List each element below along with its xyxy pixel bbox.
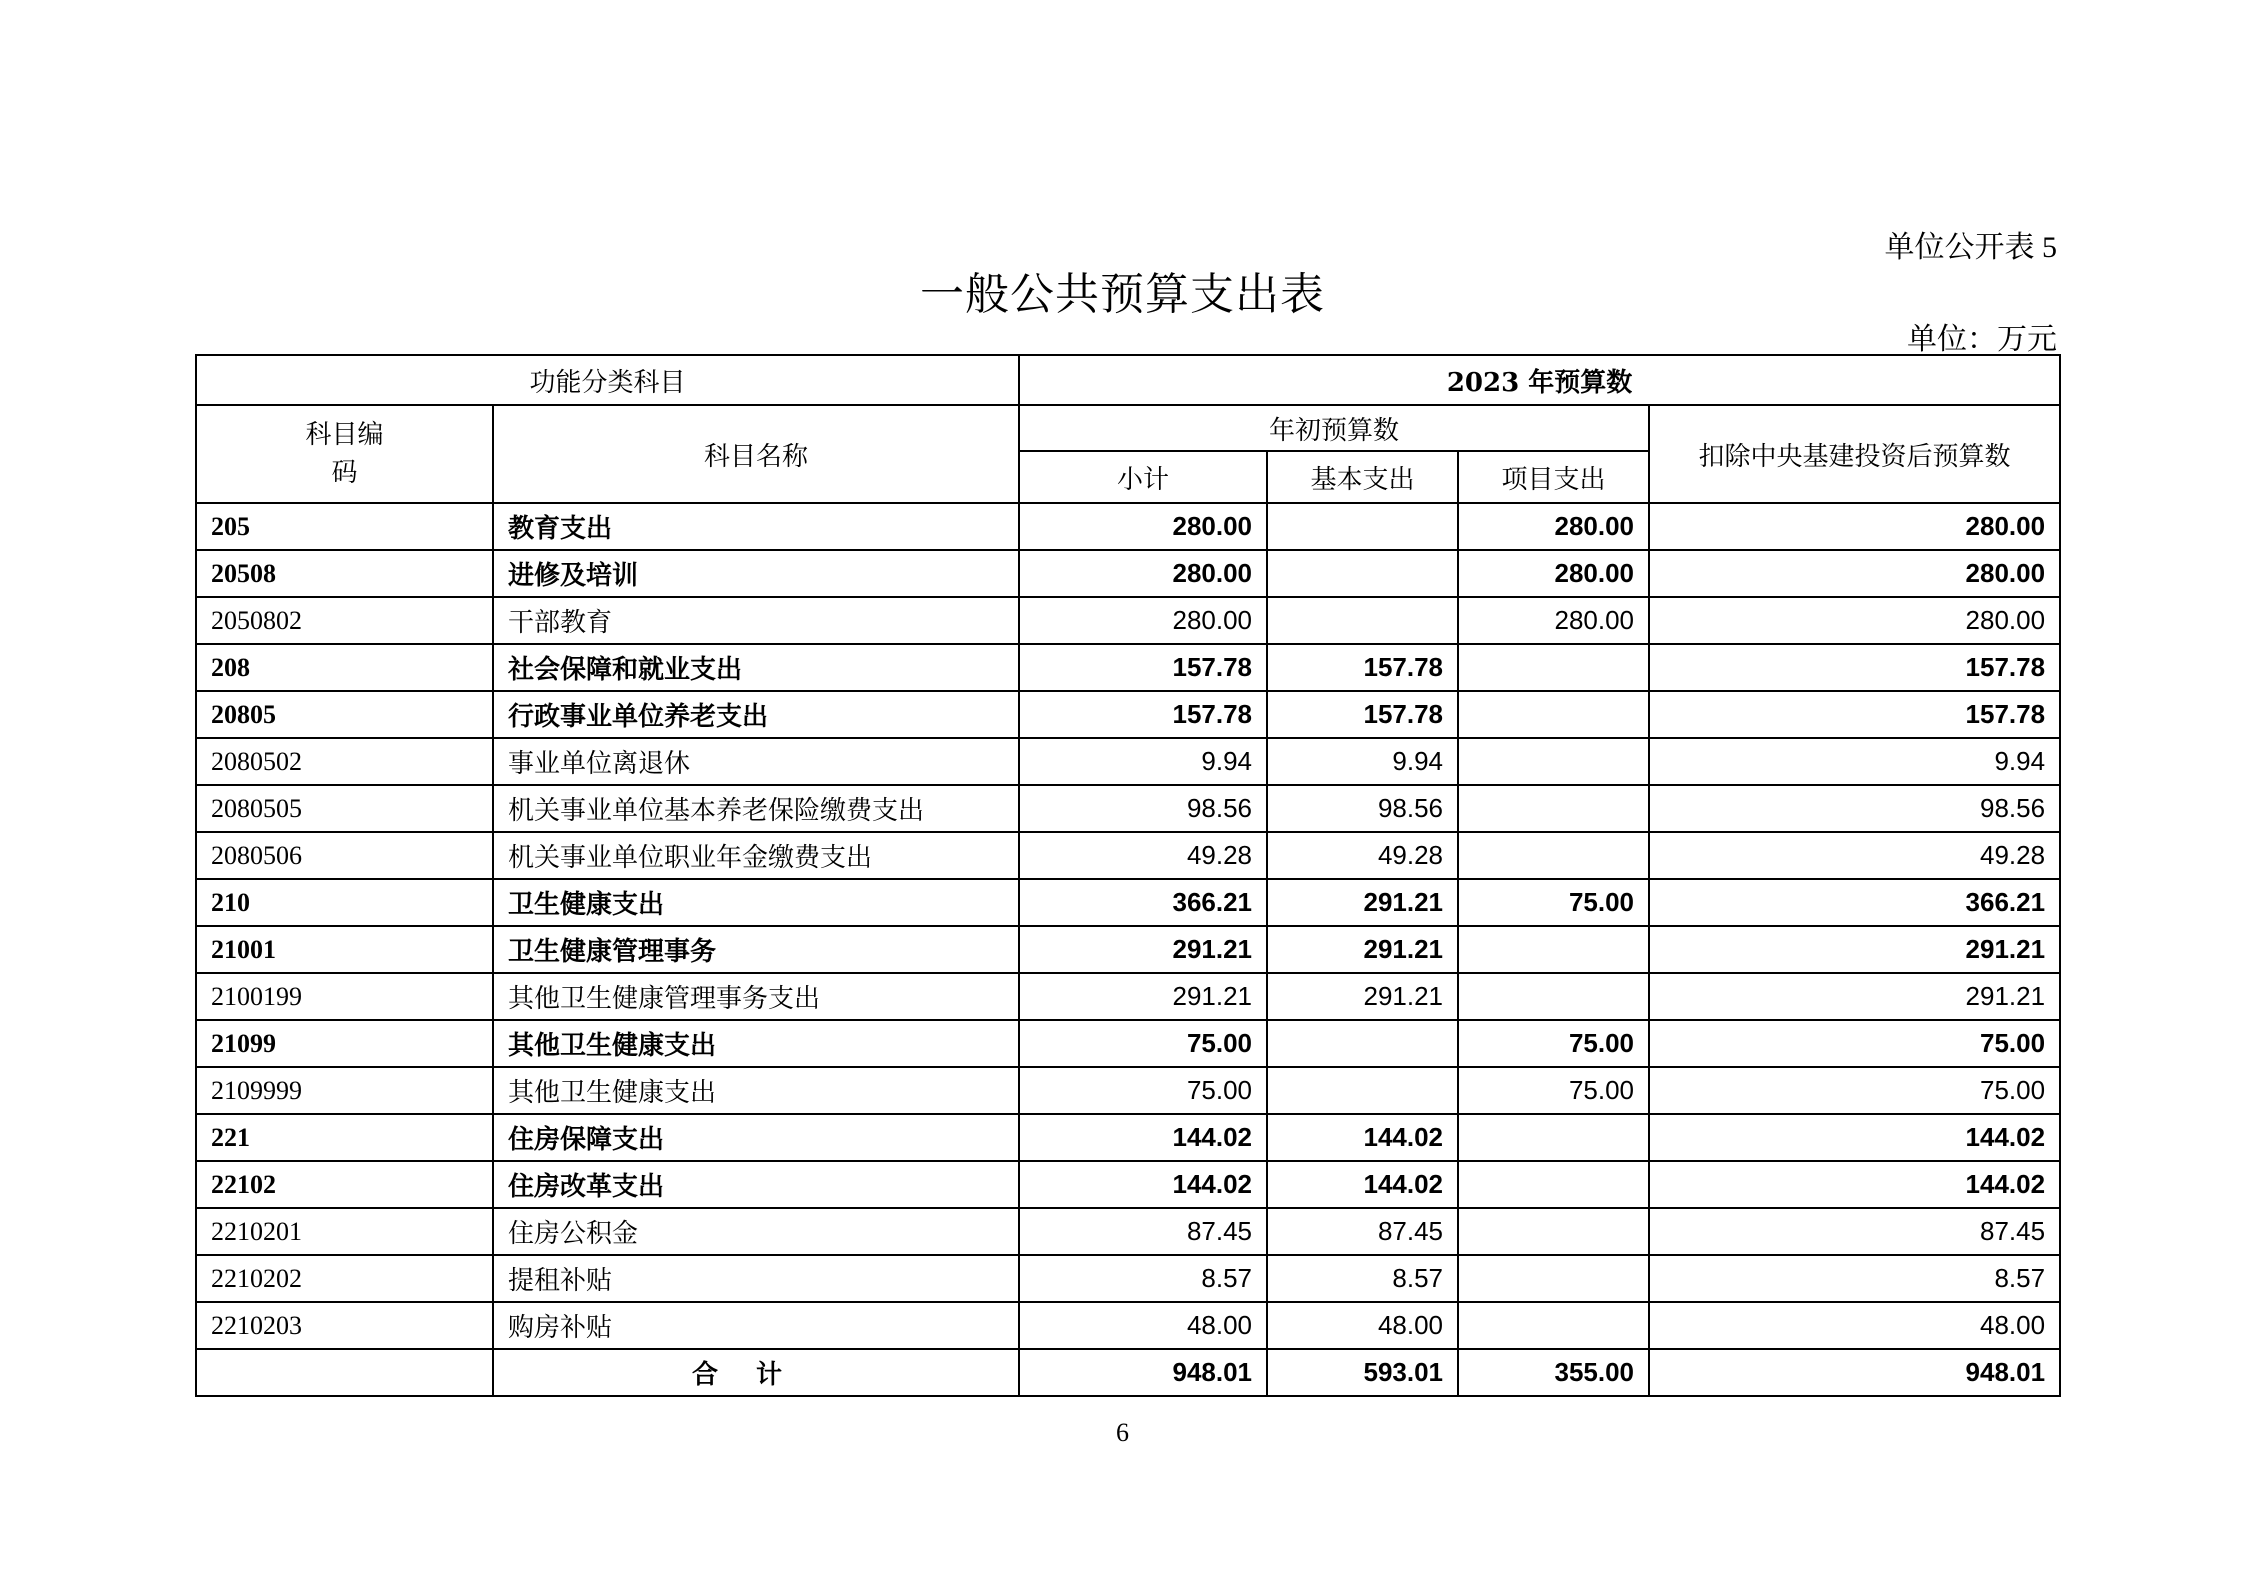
row-code: 2080505 bbox=[196, 785, 493, 832]
row-subtotal: 280.00 bbox=[1019, 550, 1267, 597]
row-excl: 75.00 bbox=[1649, 1020, 2060, 1067]
row-subtotal: 98.56 bbox=[1019, 785, 1267, 832]
row-project bbox=[1458, 1302, 1649, 1349]
table-row bbox=[196, 1020, 2060, 1067]
row-basic: 291.21 bbox=[1267, 879, 1458, 926]
row-name: 机关事业单位职业年金缴费支出 bbox=[493, 832, 1019, 879]
table-row bbox=[196, 1302, 2060, 1349]
row-excl: 280.00 bbox=[1649, 503, 2060, 550]
func-class-header: 功能分类科目 bbox=[196, 355, 1019, 405]
row-code: 2210201 bbox=[196, 1208, 493, 1255]
name-header: 科目名称 bbox=[493, 405, 1019, 503]
row-name: 教育支出 bbox=[493, 503, 1019, 550]
row-code: 210 bbox=[196, 879, 493, 926]
table-row bbox=[196, 550, 2060, 597]
table-row bbox=[196, 691, 2060, 738]
row-excl: 9.94 bbox=[1649, 738, 2060, 785]
row-name: 干部教育 bbox=[493, 597, 1019, 644]
row-project bbox=[1458, 644, 1649, 691]
table-row bbox=[196, 1161, 2060, 1208]
table-row bbox=[196, 926, 2060, 973]
row-excl: 280.00 bbox=[1649, 597, 2060, 644]
row-excl: 75.00 bbox=[1649, 1067, 2060, 1114]
row-code: 2080506 bbox=[196, 832, 493, 879]
total-basic: 593.01 bbox=[1267, 1349, 1458, 1396]
row-project: 75.00 bbox=[1458, 879, 1649, 926]
row-code: 2210202 bbox=[196, 1255, 493, 1302]
row-basic: 49.28 bbox=[1267, 832, 1458, 879]
budget-table bbox=[195, 354, 2061, 1397]
row-name: 进修及培训 bbox=[493, 550, 1019, 597]
row-excl: 87.45 bbox=[1649, 1208, 2060, 1255]
row-project: 75.00 bbox=[1458, 1020, 1649, 1067]
row-excl: 49.28 bbox=[1649, 832, 2060, 879]
row-basic: 291.21 bbox=[1267, 973, 1458, 1020]
table-row bbox=[196, 597, 2060, 644]
row-excl: 366.21 bbox=[1649, 879, 2060, 926]
row-code: 2050802 bbox=[196, 597, 493, 644]
row-basic: 144.02 bbox=[1267, 1114, 1458, 1161]
row-basic: 157.78 bbox=[1267, 691, 1458, 738]
header-row-2 bbox=[196, 405, 2060, 451]
row-subtotal: 157.78 bbox=[1019, 644, 1267, 691]
row-subtotal: 48.00 bbox=[1019, 1302, 1267, 1349]
row-project: 75.00 bbox=[1458, 1067, 1649, 1114]
row-name: 其他卫生健康支出 bbox=[493, 1020, 1019, 1067]
row-excl: 280.00 bbox=[1649, 550, 2060, 597]
row-basic: 8.57 bbox=[1267, 1255, 1458, 1302]
row-subtotal: 366.21 bbox=[1019, 879, 1267, 926]
row-code: 2210203 bbox=[196, 1302, 493, 1349]
row-name: 住房改革支出 bbox=[493, 1161, 1019, 1208]
row-subtotal: 8.57 bbox=[1019, 1255, 1267, 1302]
table-row bbox=[196, 785, 2060, 832]
row-project bbox=[1458, 926, 1649, 973]
row-name: 其他卫生健康管理事务支出 bbox=[493, 973, 1019, 1020]
row-basic: 144.02 bbox=[1267, 1161, 1458, 1208]
row-basic: 157.78 bbox=[1267, 644, 1458, 691]
row-project bbox=[1458, 1208, 1649, 1255]
row-code: 22102 bbox=[196, 1161, 493, 1208]
row-project bbox=[1458, 1255, 1649, 1302]
row-excl: 8.57 bbox=[1649, 1255, 2060, 1302]
total-excl: 948.01 bbox=[1649, 1349, 2060, 1396]
row-basic: 9.94 bbox=[1267, 738, 1458, 785]
initial-budget-header: 年初预算数 bbox=[1019, 405, 1649, 451]
row-excl: 157.78 bbox=[1649, 691, 2060, 738]
row-excl: 144.02 bbox=[1649, 1161, 2060, 1208]
table-row bbox=[196, 879, 2060, 926]
row-code: 20805 bbox=[196, 691, 493, 738]
row-basic bbox=[1267, 503, 1458, 550]
table-row bbox=[196, 644, 2060, 691]
row-subtotal: 9.94 bbox=[1019, 738, 1267, 785]
row-subtotal: 291.21 bbox=[1019, 973, 1267, 1020]
row-subtotal: 157.78 bbox=[1019, 691, 1267, 738]
row-subtotal: 87.45 bbox=[1019, 1208, 1267, 1255]
total-project: 355.00 bbox=[1458, 1349, 1649, 1396]
total-subtotal: 948.01 bbox=[1019, 1349, 1267, 1396]
row-project bbox=[1458, 691, 1649, 738]
row-name: 卫生健康支出 bbox=[493, 879, 1019, 926]
row-code: 2080502 bbox=[196, 738, 493, 785]
row-project bbox=[1458, 1114, 1649, 1161]
table-row bbox=[196, 973, 2060, 1020]
row-name: 住房保障支出 bbox=[493, 1114, 1019, 1161]
total-label: 合计 bbox=[493, 1349, 1019, 1396]
row-basic bbox=[1267, 550, 1458, 597]
row-basic: 291.21 bbox=[1267, 926, 1458, 973]
row-basic: 48.00 bbox=[1267, 1302, 1458, 1349]
row-subtotal: 280.00 bbox=[1019, 503, 1267, 550]
table-row bbox=[196, 1255, 2060, 1302]
row-subtotal: 75.00 bbox=[1019, 1020, 1267, 1067]
row-excl: 48.00 bbox=[1649, 1302, 2060, 1349]
total-row bbox=[196, 1349, 2060, 1396]
basic-exp-header: 基本支出 bbox=[1267, 451, 1458, 503]
header-row-1 bbox=[196, 355, 2060, 405]
row-name: 购房补贴 bbox=[493, 1302, 1019, 1349]
row-basic: 98.56 bbox=[1267, 785, 1458, 832]
form-number: 单位公开表 5 bbox=[1884, 231, 2057, 264]
row-project bbox=[1458, 1161, 1649, 1208]
row-subtotal: 291.21 bbox=[1019, 926, 1267, 973]
table-row bbox=[196, 1114, 2060, 1161]
page-title: 一般公共预算支出表 bbox=[920, 269, 1325, 320]
row-code: 2109999 bbox=[196, 1067, 493, 1114]
row-excl: 291.21 bbox=[1649, 973, 2060, 1020]
row-code: 221 bbox=[196, 1114, 493, 1161]
table-row bbox=[196, 1067, 2060, 1114]
row-name: 机关事业单位基本养老保险缴费支出 bbox=[493, 785, 1019, 832]
row-name: 提租补贴 bbox=[493, 1255, 1019, 1302]
row-basic bbox=[1267, 1020, 1458, 1067]
row-basic bbox=[1267, 597, 1458, 644]
row-name: 事业单位离退休 bbox=[493, 738, 1019, 785]
row-code: 2100199 bbox=[196, 973, 493, 1020]
unit-label: 单位：万元 bbox=[1907, 322, 2057, 357]
row-project bbox=[1458, 832, 1649, 879]
row-code: 21001 bbox=[196, 926, 493, 973]
excl-central-header: 扣除中央基建投资后预算数 bbox=[1649, 405, 2060, 503]
row-subtotal: 144.02 bbox=[1019, 1114, 1267, 1161]
row-project: 280.00 bbox=[1458, 597, 1649, 644]
row-excl: 291.21 bbox=[1649, 926, 2060, 973]
total-code-cell bbox=[196, 1349, 493, 1396]
row-code: 20508 bbox=[196, 550, 493, 597]
row-name: 住房公积金 bbox=[493, 1208, 1019, 1255]
row-project: 280.00 bbox=[1458, 503, 1649, 550]
table-row bbox=[196, 1208, 2060, 1255]
row-code: 208 bbox=[196, 644, 493, 691]
row-excl: 144.02 bbox=[1649, 1114, 2060, 1161]
row-project bbox=[1458, 738, 1649, 785]
table-row bbox=[196, 738, 2060, 785]
row-subtotal: 280.00 bbox=[1019, 597, 1267, 644]
row-excl: 98.56 bbox=[1649, 785, 2060, 832]
code-header: 科目编码 bbox=[196, 405, 493, 503]
row-excl: 157.78 bbox=[1649, 644, 2060, 691]
row-subtotal: 49.28 bbox=[1019, 832, 1267, 879]
row-project: 280.00 bbox=[1458, 550, 1649, 597]
row-name: 行政事业单位养老支出 bbox=[493, 691, 1019, 738]
row-code: 205 bbox=[196, 503, 493, 550]
page-number: 6 bbox=[1116, 1418, 1129, 1447]
budget-year-header: 2023 年预算数 bbox=[1019, 355, 2060, 405]
subtotal-header: 小计 bbox=[1019, 451, 1267, 503]
row-code: 21099 bbox=[196, 1020, 493, 1067]
row-project bbox=[1458, 973, 1649, 1020]
row-basic: 87.45 bbox=[1267, 1208, 1458, 1255]
table-row bbox=[196, 503, 2060, 550]
row-project bbox=[1458, 785, 1649, 832]
row-name: 社会保障和就业支出 bbox=[493, 644, 1019, 691]
row-subtotal: 144.02 bbox=[1019, 1161, 1267, 1208]
row-name: 其他卫生健康支出 bbox=[493, 1067, 1019, 1114]
row-name: 卫生健康管理事务 bbox=[493, 926, 1019, 973]
row-basic bbox=[1267, 1067, 1458, 1114]
row-subtotal: 75.00 bbox=[1019, 1067, 1267, 1114]
table-row bbox=[196, 832, 2060, 879]
project-exp-header: 项目支出 bbox=[1458, 451, 1649, 503]
